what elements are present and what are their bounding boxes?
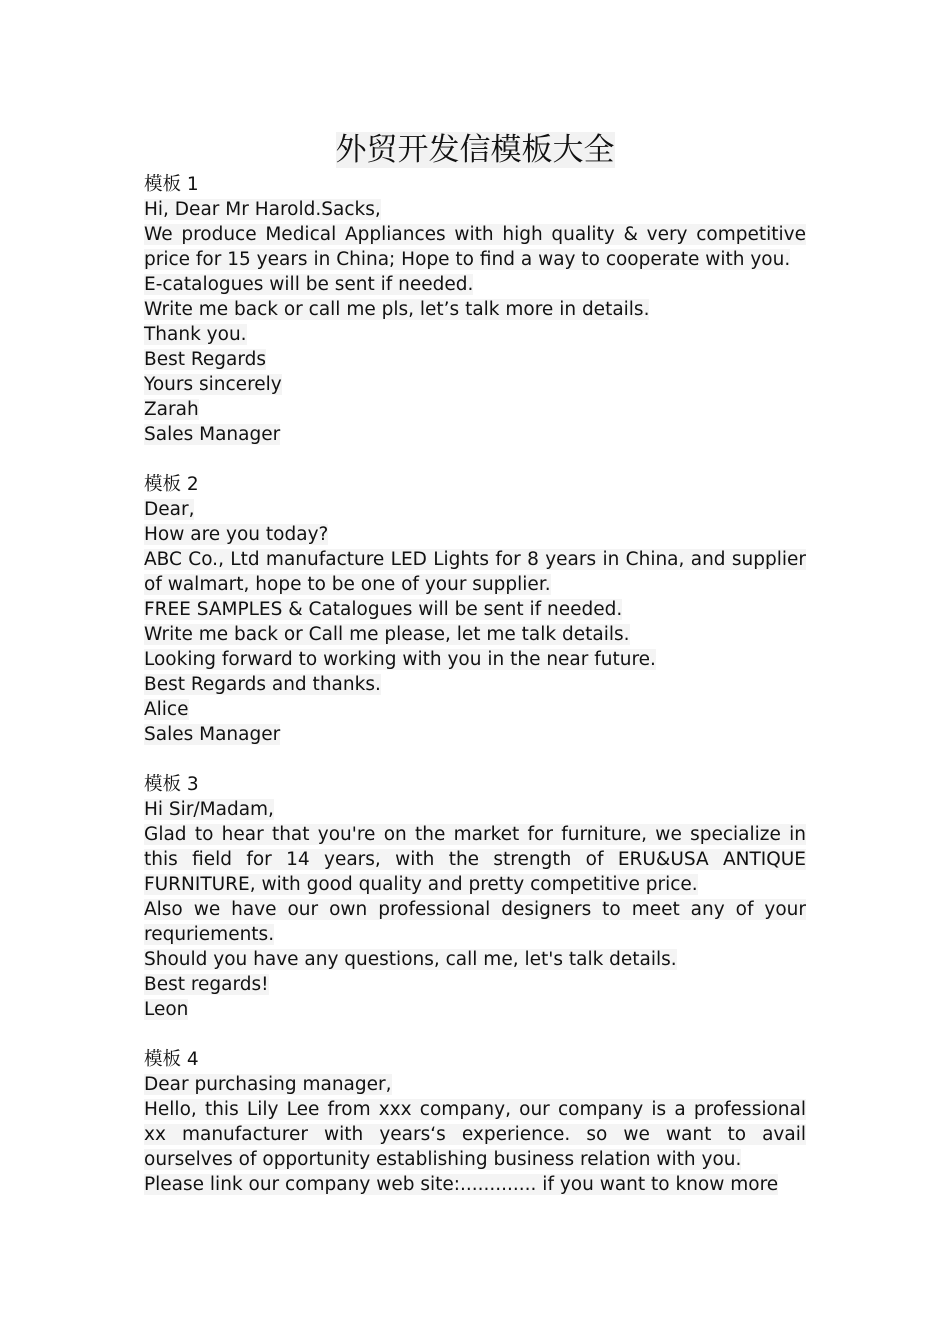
section-spacer bbox=[144, 1022, 806, 1047]
closing-line: Thank you. bbox=[144, 324, 247, 345]
signature-name: Zarah bbox=[144, 399, 199, 420]
template-section-1 bbox=[144, 172, 806, 447]
document-title: 外贸开发信模板大全 bbox=[335, 132, 615, 168]
body-paragraph: We produce Medical Appliances with high quality & very competitive price for 15 years in China; Hope to find a way to cooperate with you. bbox=[144, 224, 806, 270]
body-paragraph: Should you have any questions, call me, let's talk details. bbox=[144, 949, 677, 970]
body-paragraph: Hello, this Lily Lee from xxx company, our company is a professional xx manufacturer with years‘s experience. so we want to avail ourselves of opportunity establishing business relation with you. bbox=[144, 1099, 806, 1170]
body-paragraph: Write me back or Call me please, let me talk details. bbox=[144, 624, 630, 645]
salutation: Hi, Dear Mr Harold.Sacks, bbox=[144, 199, 381, 220]
body-paragraph: Write me back or call me pls, let’s talk more in details. bbox=[144, 299, 650, 320]
template-section-3 bbox=[144, 772, 806, 1022]
body-paragraph: ABC Co., Ltd manufacture LED Lights for 8 years in China, and supplier of walmart, hope to be one of your supplier. bbox=[144, 549, 806, 595]
body-paragraph: Looking forward to working with you in the near future. bbox=[144, 649, 656, 670]
template-section-2 bbox=[144, 472, 806, 747]
closing-line: Yours sincerely bbox=[144, 374, 282, 395]
body-paragraph: Glad to hear that you're on the market for furniture, we specialize in this field for 14 years, with the strength of ERU&USA ANTIQUE FURNITURE, with good quality and pretty competitive price. bbox=[144, 824, 806, 895]
body-paragraph: How are you today? bbox=[144, 524, 329, 545]
document-page bbox=[144, 128, 806, 1197]
body-paragraph: E-catalogues will be sent if needed. bbox=[144, 274, 474, 295]
body-paragraph: Also we have our own professional designers to meet any of your requriements. bbox=[144, 899, 806, 945]
section-spacer bbox=[144, 447, 806, 472]
closing-line: Best regards! bbox=[144, 974, 269, 995]
body-paragraph: Please link our company web site:............. if you want to know more bbox=[144, 1174, 779, 1195]
closing-line: Best Regards bbox=[144, 349, 266, 370]
section-spacer bbox=[144, 747, 806, 772]
template-section-4 bbox=[144, 1047, 806, 1197]
signature-title: Sales Manager bbox=[144, 424, 281, 445]
signature-title: Sales Manager bbox=[144, 724, 281, 745]
body-paragraph: FREE SAMPLES & Catalogues will be sent if needed. bbox=[144, 599, 623, 620]
template-heading: 模板 3 bbox=[144, 774, 199, 795]
template-heading: 模板 2 bbox=[144, 474, 199, 495]
template-heading: 模板 1 bbox=[144, 174, 199, 195]
salutation: Dear, bbox=[144, 499, 195, 520]
closing-line: Best Regards and thanks. bbox=[144, 674, 381, 695]
salutation: Dear purchasing manager, bbox=[144, 1074, 392, 1095]
template-heading: 模板 4 bbox=[144, 1049, 199, 1070]
signature-name: Alice bbox=[144, 699, 189, 720]
signature-name: Leon bbox=[144, 999, 189, 1020]
salutation: Hi Sir/Madam, bbox=[144, 799, 274, 820]
